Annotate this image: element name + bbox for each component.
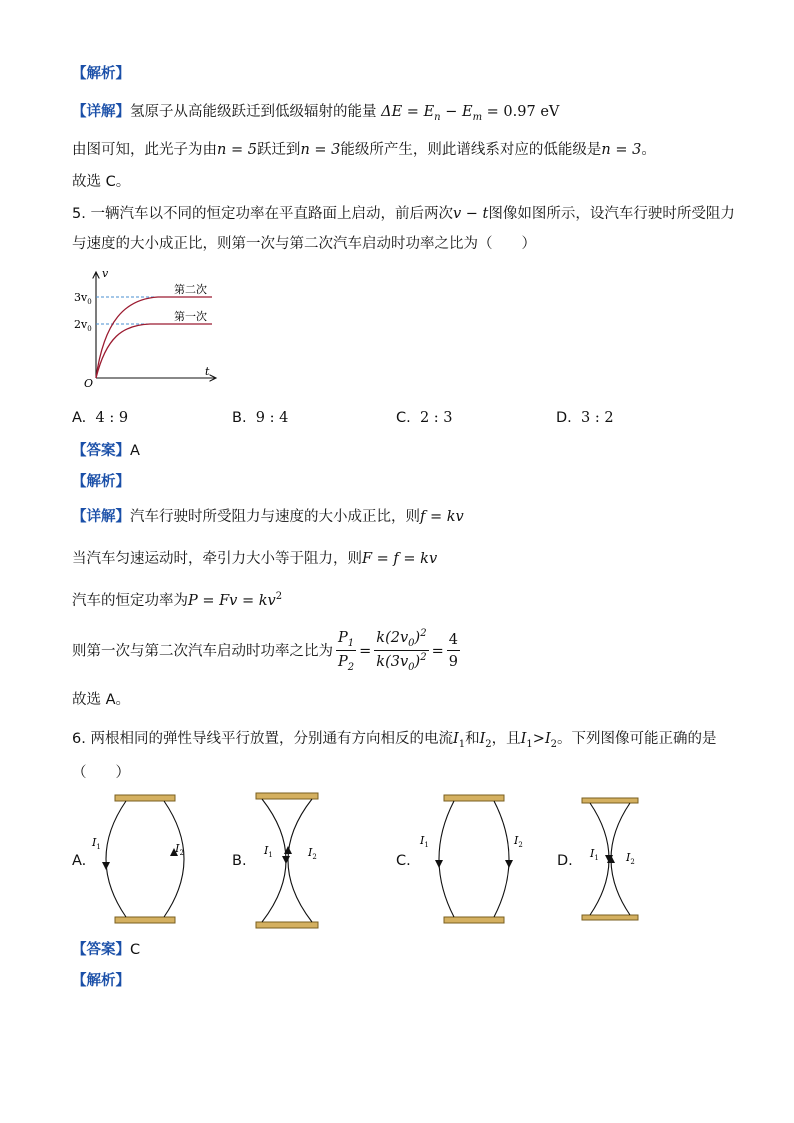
q6-option-b[interactable]: B. [232,853,247,869]
svg-text:I1: $I_1$ [420,834,429,849]
q6-figure-d [576,795,656,927]
svg-text:I1: $I_1$ [92,836,101,851]
q5-option-a[interactable]: A. 4 : 9 [72,410,129,426]
q5-detail-1: 【详解】汽车行驶时所受阻力与速度的大小成正比，则f = kv [72,509,464,525]
power-ratio-fraction: $\frac{P_1}{P_2}$ [338,630,355,673]
svg-text:I2: $I_2$ [175,842,184,857]
svg-text:I2: $I_2$ [514,834,523,849]
q5-detail-2: 当汽车匀速运动时，牵引力大小等于阻力，则F = f = kv [72,551,438,567]
q6-figure-a [86,790,186,930]
q5-analysis-tag: 【解析】 [72,474,130,490]
svg-text:I1: $I_1$ [264,844,273,859]
q6-figure-b [250,788,330,933]
k-ratio-fraction: $\frac{k(2v_0)^2}{k(3v_0)^2}$ [376,628,427,673]
vt-graph [70,266,230,392]
q6-analysis-tag: 【解析】 [72,973,130,989]
q5-stem-line2: 与速度的大小成正比，则第一次与第二次汽车启动时功率之比为（ ） [72,236,536,252]
q5-option-d[interactable]: D. 3 : 2 [556,410,614,426]
q6-stem-line1: 6. 两根相同的弹性导线平行放置，分别通有方向相反的电流$I_1$和$I_2$，且$I_1>I_2$。下列图像可能正确的是 [72,731,717,750]
result-fraction: $\frac{4}{9}$ [448,632,458,670]
curve-first [96,324,212,378]
q5-stem-line1: 5. 一辆汽车以不同的恒定功率在平直路面上启动，前后两次v − t图像如图所示，设汽车行驶时所受阻力 [72,206,735,222]
q6-option-d[interactable]: D. [557,853,573,869]
origin-label: O [84,377,94,390]
label-second: 第二次 [174,283,207,296]
svg-text:I2: $I_2$ [308,846,317,861]
y-axis-label: v [102,267,109,280]
q5-detail-4: 则第一次与第二次汽车启动时功率之比为 $\frac{P_1}{P_2}$ = $\frac{k(2v_0)^2}{k(3v_0)^2}$ = $\frac{4}{9}$ [72,628,458,673]
q5-option-c[interactable]: C. 2 : 3 [396,410,453,426]
conclusion-1: 故选 C。 [72,174,131,190]
analysis-tag-1: 【解析】 [72,66,130,82]
q6-answer: 【答案】C [72,942,141,958]
q5-answer: 【答案】A [72,443,140,459]
q6-option-c[interactable]: C. [396,853,411,869]
svg-text:I1: $I_1$ [590,847,599,862]
q6-option-a[interactable]: A. [72,853,87,869]
detail-line-2: 由图可知，此光子为由n = 5跃迁到n = 3能级所产生，则此谱线系对应的低能级是n = 3。 [72,142,656,158]
q6-paren: （ ） [72,765,130,781]
q6-figure-c [414,790,544,930]
tick-2v0: $2v_0$ [74,318,92,333]
detail-tag-1: 【详解】 [72,104,130,120]
tick-3v0: $3v_0$ [74,291,92,306]
svg-text:I2: $I_2$ [626,851,635,866]
detail-line-1: 【详解】氢原子从高能级跃迁到低级辐射的能量 $\Delta E = E_n - E_m = 0.97$ eV [72,104,560,123]
label-first: 第一次 [174,310,207,323]
q5-detail-3: 汽车的恒定功率为$P = Fv = kv^2$ [72,591,283,609]
energy-formula: $\Delta E = E_n - E_m = 0.97$ eV [381,104,560,123]
q5-option-b[interactable]: B. 9 : 4 [232,410,289,426]
q5-conclusion: 故选 A。 [72,692,131,708]
x-axis-label: t [205,365,210,378]
